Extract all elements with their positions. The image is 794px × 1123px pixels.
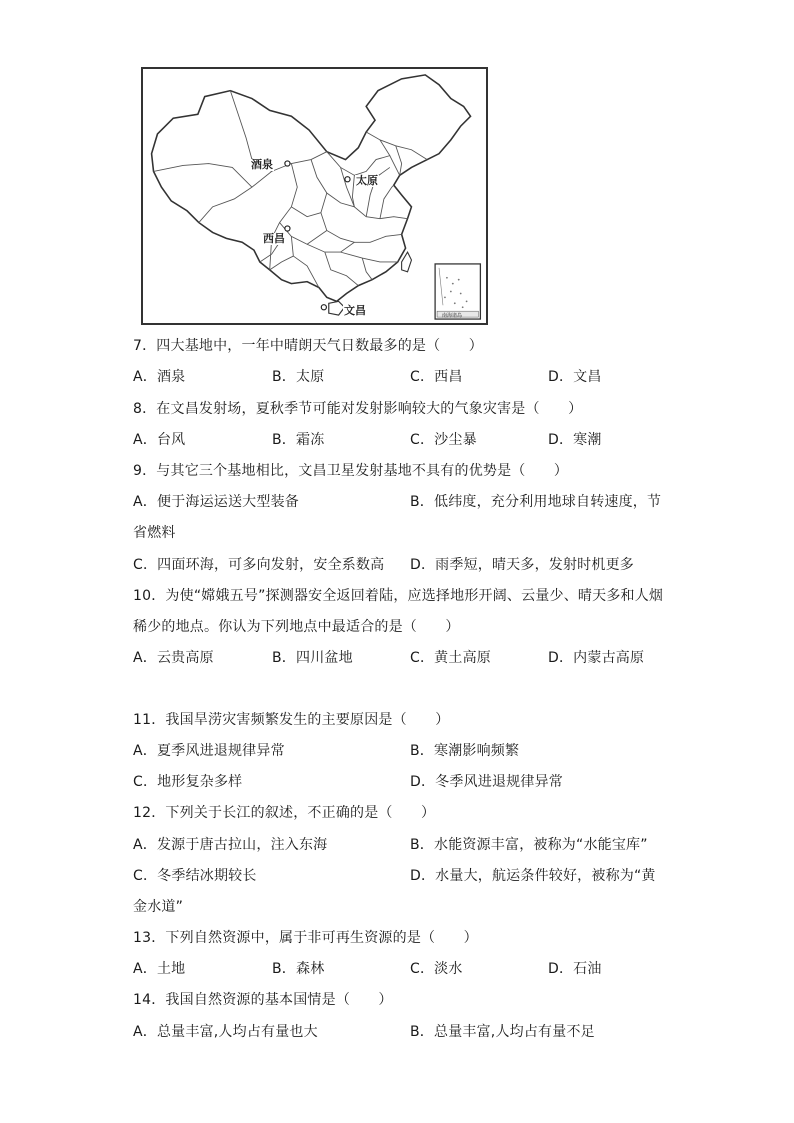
- question-13-option-a: A．土地: [133, 961, 186, 977]
- question-12-option-d: D．水量大，航运条件较好，被称为“黄: [410, 868, 656, 884]
- question-13-option-b: B．森林: [272, 961, 325, 977]
- taiyuan-marker: [345, 177, 350, 182]
- china-map-figure: [141, 67, 488, 325]
- question-9-option-b: B．低纬度，充分利用地球自转速度，节: [410, 494, 662, 510]
- question-14-stem: 14．我国自然资源的基本国情是（ ）: [133, 992, 393, 1008]
- question-10-option-d: D．内蒙古高原: [548, 650, 645, 666]
- question-11-option-d: D．冬季风进退规律异常: [410, 774, 563, 790]
- map-label-jiuquan: 酒泉: [251, 158, 273, 171]
- question-7-stem: 7．四大基地中，一年中晴朗天气日数最多的是（ ）: [133, 338, 483, 354]
- wenchang-marker: [321, 305, 326, 310]
- question-7-option-b: B．太原: [272, 369, 325, 385]
- question-10-stem: 10．为使“嫦娥五号”探测器安全返回着陆，应选择地形开阔、云量少、晴天多和人烟: [133, 588, 664, 604]
- question-8-option-c: C．沙尘暴: [410, 432, 477, 448]
- question-12-option-b: B．水能资源丰富，被称为“水能宝库”: [410, 837, 648, 853]
- question-14-option-a: A．总量丰富,人均占有量也大: [133, 1024, 318, 1040]
- question-9-option-d: D．雨季短，晴天多，发射时机更多: [410, 557, 634, 573]
- question-9-option-b-continued: 省燃料: [133, 525, 176, 541]
- question-13-option-d: D．石油: [548, 961, 602, 977]
- question-10-stem-continued: 稀少的地点。你认为下列地点中最适合的是（ ）: [133, 619, 460, 635]
- map-inset-caption: 南海诸岛: [442, 313, 463, 319]
- question-12-option-a: A．发源于唐古拉山，注入东海: [133, 837, 328, 853]
- jiuquan-marker: [285, 161, 290, 166]
- question-12-stem: 12．下列关于长江的叙述，不正确的是（ ）: [133, 805, 436, 821]
- question-13-option-c: C．淡水: [410, 961, 463, 977]
- question-11-option-a: A．夏季风进退规律异常: [133, 743, 285, 759]
- question-12-option-d-continued: 金水道”: [133, 899, 184, 915]
- question-10-option-b: B．四川盆地: [272, 650, 353, 666]
- question-14-option-b: B．总量丰富,人均占有量不足: [410, 1024, 595, 1040]
- question-8-stem: 8．在文昌发射场，夏秋季节可能对发射影响较大的气象灾害是（ ）: [133, 401, 583, 417]
- map-label-xichang: 西昌: [263, 232, 285, 245]
- question-9-option-a: A．便于海运运送大型装备: [133, 494, 299, 510]
- question-8-option-b: B．霜冻: [272, 432, 325, 448]
- map-label-wenchang: 文昌: [344, 304, 366, 317]
- question-7-option-d: D．文昌: [548, 369, 602, 385]
- question-10-option-c: C．黄土高原: [410, 650, 491, 666]
- question-10-option-a: A．云贵高原: [133, 650, 214, 666]
- china-map-outline: [143, 69, 486, 323]
- question-11-option-c: C．地形复杂多样: [133, 774, 243, 790]
- xichang-marker: [285, 226, 290, 231]
- question-8-option-d: D．寒潮: [548, 432, 602, 448]
- cropped-caption-fragment: [133, 323, 243, 329]
- question-11-stem: 11．我国旱涝灾害频繁发生的主要原因是（ ）: [133, 712, 450, 728]
- question-7-option-c: C．西昌: [410, 369, 463, 385]
- question-9-option-c: C．四面环海，可多向发射，安全系数高: [133, 557, 385, 573]
- map-label-taiyuan: 太原: [356, 174, 378, 187]
- question-12-option-c: C．冬季结冰期较长: [133, 868, 257, 884]
- question-13-stem: 13．下列自然资源中，属于非可再生资源的是（ ）: [133, 930, 478, 946]
- question-7-option-a: A．酒泉: [133, 369, 186, 385]
- question-8-option-a: A．台风: [133, 432, 186, 448]
- question-9-stem: 9．与其它三个基地相比，文昌卫星发射基地不具有的优势是（ ）: [133, 463, 569, 479]
- question-11-option-b: B．寒潮影响频繁: [410, 743, 520, 759]
